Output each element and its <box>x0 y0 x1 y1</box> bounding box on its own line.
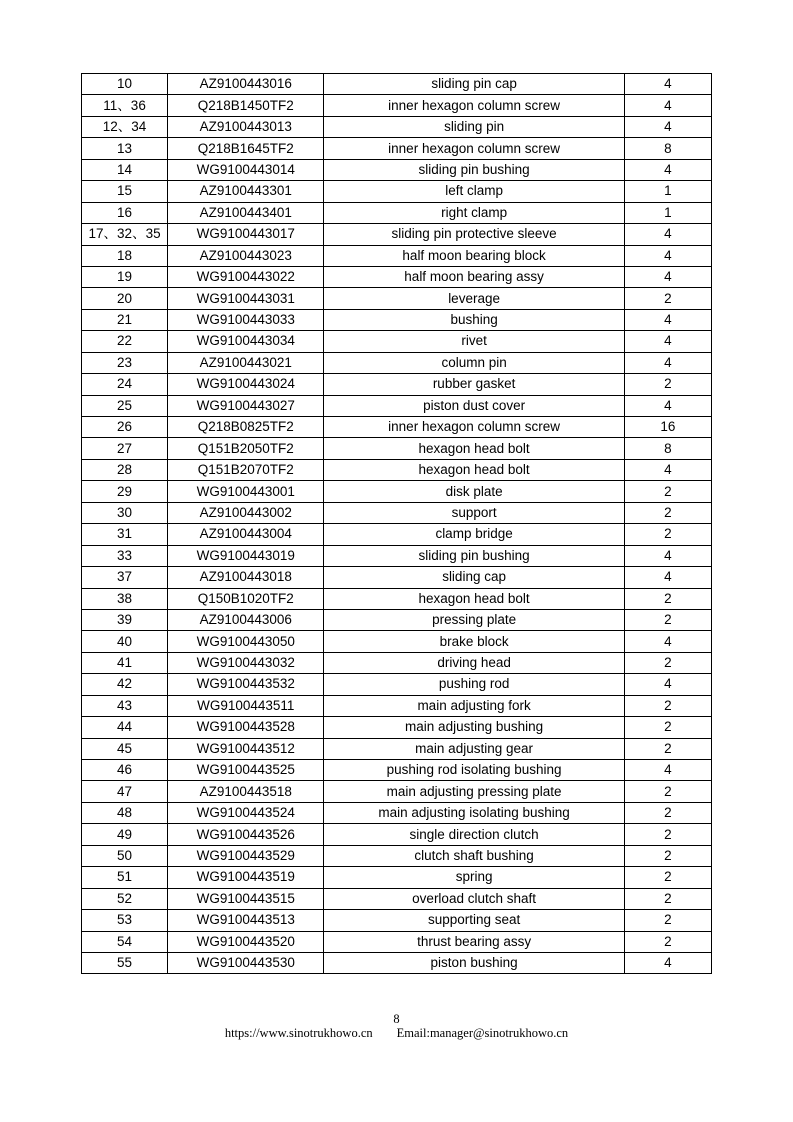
cell-quantity: 1 <box>624 181 711 202</box>
cell-part-name: rivet <box>324 331 624 352</box>
cell-quantity: 4 <box>624 266 711 287</box>
cell-item-no: 22 <box>82 331 168 352</box>
cell-item-no: 46 <box>82 760 168 781</box>
cell-part-name: half moon bearing assy <box>324 266 624 287</box>
cell-quantity: 2 <box>624 481 711 502</box>
cell-item-no: 55 <box>82 952 168 973</box>
cell-quantity: 4 <box>624 760 711 781</box>
cell-part-number: WG9100443528 <box>168 717 324 738</box>
table-row <box>82 845 712 866</box>
page-number: 8 <box>393 1012 400 1026</box>
cell-part-number: WG9100443519 <box>168 867 324 888</box>
cell-quantity: 4 <box>624 116 711 137</box>
cell-part-name: disk plate <box>324 481 624 502</box>
cell-quantity: 2 <box>624 781 711 802</box>
cell-quantity: 4 <box>624 159 711 180</box>
cell-quantity: 2 <box>624 867 711 888</box>
table-row <box>82 545 712 566</box>
cell-quantity: 2 <box>624 288 711 309</box>
cell-part-number: AZ9100443401 <box>168 202 324 223</box>
cell-quantity: 2 <box>624 824 711 845</box>
cell-part-number: AZ9100443023 <box>168 245 324 266</box>
table-row <box>82 459 712 480</box>
cell-part-number: Q218B1450TF2 <box>168 95 324 116</box>
table-row <box>82 931 712 952</box>
table-row <box>82 288 712 309</box>
cell-quantity: 2 <box>624 652 711 673</box>
cell-part-number: WG9100443524 <box>168 802 324 823</box>
cell-quantity: 2 <box>624 695 711 716</box>
cell-quantity: 8 <box>624 438 711 459</box>
cell-part-number: WG9100443032 <box>168 652 324 673</box>
cell-part-number: WG9100443512 <box>168 738 324 759</box>
cell-part-name: half moon bearing block <box>324 245 624 266</box>
cell-part-name: driving head <box>324 652 624 673</box>
cell-part-number: AZ9100443006 <box>168 609 324 630</box>
cell-item-no: 12、34 <box>82 116 168 137</box>
cell-item-no: 53 <box>82 910 168 931</box>
cell-part-name: pushing rod isolating bushing <box>324 760 624 781</box>
cell-quantity: 2 <box>624 524 711 545</box>
cell-part-name: hexagon head bolt <box>324 459 624 480</box>
cell-item-no: 54 <box>82 931 168 952</box>
cell-part-name: hexagon head bolt <box>324 438 624 459</box>
table-row <box>82 438 712 459</box>
footer-contact <box>0 1026 793 1041</box>
table-row <box>82 588 712 609</box>
cell-quantity: 1 <box>624 202 711 223</box>
cell-item-no: 49 <box>82 824 168 845</box>
cell-item-no: 19 <box>82 266 168 287</box>
cell-part-name: pressing plate <box>324 609 624 630</box>
table-row <box>82 567 712 588</box>
cell-part-number: WG9100443031 <box>168 288 324 309</box>
cell-item-no: 37 <box>82 567 168 588</box>
cell-part-number: WG9100443019 <box>168 545 324 566</box>
footer-website: https://www.sinotrukhowo.cn <box>224 1026 373 1040</box>
cell-part-number: WG9100443526 <box>168 824 324 845</box>
cell-part-number: WG9100443530 <box>168 952 324 973</box>
cell-item-no: 41 <box>82 652 168 673</box>
cell-item-no: 29 <box>82 481 168 502</box>
table-row <box>82 781 712 802</box>
cell-part-number: WG9100443022 <box>168 266 324 287</box>
table-row <box>82 609 712 630</box>
cell-part-number: WG9100443014 <box>168 159 324 180</box>
table-row <box>82 502 712 523</box>
cell-part-name: rubber gasket <box>324 374 624 395</box>
cell-quantity: 4 <box>624 674 711 695</box>
cell-part-number: WG9100443017 <box>168 224 324 245</box>
cell-part-name: sliding pin cap <box>324 74 624 95</box>
table-row <box>82 952 712 973</box>
cell-quantity: 2 <box>624 502 711 523</box>
table-row <box>82 524 712 545</box>
cell-part-name: clutch shaft bushing <box>324 845 624 866</box>
cell-part-number: WG9100443027 <box>168 395 324 416</box>
cell-part-name: single direction clutch <box>324 824 624 845</box>
cell-item-no: 31 <box>82 524 168 545</box>
cell-item-no: 18 <box>82 245 168 266</box>
cell-quantity: 8 <box>624 138 711 159</box>
cell-quantity: 2 <box>624 374 711 395</box>
table-row <box>82 95 712 116</box>
cell-quantity: 2 <box>624 802 711 823</box>
table-row <box>82 631 712 652</box>
parts-table <box>81 73 712 974</box>
cell-item-no: 30 <box>82 502 168 523</box>
cell-item-no: 27 <box>82 438 168 459</box>
table-row <box>82 481 712 502</box>
table-row <box>82 888 712 909</box>
cell-part-number: AZ9100443016 <box>168 74 324 95</box>
cell-quantity: 2 <box>624 717 711 738</box>
cell-part-name: main adjusting bushing <box>324 717 624 738</box>
cell-item-no: 23 <box>82 352 168 373</box>
cell-quantity: 2 <box>624 738 711 759</box>
cell-part-name: inner hexagon column screw <box>324 138 624 159</box>
cell-item-no: 28 <box>82 459 168 480</box>
cell-quantity: 4 <box>624 224 711 245</box>
cell-quantity: 4 <box>624 459 711 480</box>
table-row <box>82 331 712 352</box>
cell-item-no: 15 <box>82 181 168 202</box>
cell-part-number: WG9100443050 <box>168 631 324 652</box>
cell-part-name: right clamp <box>324 202 624 223</box>
cell-item-no: 11、36 <box>82 95 168 116</box>
cell-part-name: support <box>324 502 624 523</box>
cell-part-name: overload clutch shaft <box>324 888 624 909</box>
table-row <box>82 652 712 673</box>
table-row <box>82 802 712 823</box>
cell-quantity: 2 <box>624 609 711 630</box>
cell-part-name: inner hexagon column screw <box>324 95 624 116</box>
cell-item-no: 24 <box>82 374 168 395</box>
cell-part-number: WG9100443529 <box>168 845 324 866</box>
cell-quantity: 4 <box>624 74 711 95</box>
table-row <box>82 159 712 180</box>
cell-part-number: WG9100443532 <box>168 674 324 695</box>
cell-item-no: 50 <box>82 845 168 866</box>
cell-part-name: clamp bridge <box>324 524 624 545</box>
cell-item-no: 44 <box>82 717 168 738</box>
cell-part-number: Q218B0825TF2 <box>168 417 324 438</box>
cell-part-name: left clamp <box>324 181 624 202</box>
cell-part-name: piston bushing <box>324 952 624 973</box>
cell-part-number: WG9100443515 <box>168 888 324 909</box>
cell-item-no: 33 <box>82 545 168 566</box>
cell-part-number: AZ9100443002 <box>168 502 324 523</box>
parts-table-body <box>82 74 712 974</box>
table-row <box>82 138 712 159</box>
table-row <box>82 824 712 845</box>
cell-part-name: inner hexagon column screw <box>324 417 624 438</box>
cell-part-number: WG9100443513 <box>168 910 324 931</box>
cell-part-name: bushing <box>324 309 624 330</box>
cell-quantity: 4 <box>624 95 711 116</box>
cell-part-number: WG9100443520 <box>168 931 324 952</box>
cell-part-name: main adjusting gear <box>324 738 624 759</box>
table-row <box>82 74 712 95</box>
cell-part-name: brake block <box>324 631 624 652</box>
cell-part-name: pushing rod <box>324 674 624 695</box>
footer-email: Email:manager@sinotrukhowo.cn <box>396 1026 569 1040</box>
table-row <box>82 374 712 395</box>
cell-item-no: 47 <box>82 781 168 802</box>
table-row <box>82 738 712 759</box>
cell-part-name: sliding pin bushing <box>324 545 624 566</box>
cell-quantity: 2 <box>624 910 711 931</box>
cell-quantity: 4 <box>624 545 711 566</box>
cell-item-no: 20 <box>82 288 168 309</box>
table-row <box>82 867 712 888</box>
cell-part-number: AZ9100443018 <box>168 567 324 588</box>
cell-item-no: 39 <box>82 609 168 630</box>
table-row <box>82 181 712 202</box>
cell-quantity: 16 <box>624 417 711 438</box>
cell-part-number: Q151B2070TF2 <box>168 459 324 480</box>
cell-quantity: 4 <box>624 352 711 373</box>
cell-part-number: AZ9100443013 <box>168 116 324 137</box>
table-row <box>82 202 712 223</box>
cell-part-name: piston dust cover <box>324 395 624 416</box>
cell-part-name: supporting seat <box>324 910 624 931</box>
cell-part-number: AZ9100443518 <box>168 781 324 802</box>
cell-item-no: 25 <box>82 395 168 416</box>
cell-part-number: Q150B1020TF2 <box>168 588 324 609</box>
cell-item-no: 13 <box>82 138 168 159</box>
table-row <box>82 717 712 738</box>
table-row <box>82 245 712 266</box>
table-row <box>82 760 712 781</box>
cell-part-number: Q218B1645TF2 <box>168 138 324 159</box>
cell-quantity: 4 <box>624 309 711 330</box>
table-row <box>82 395 712 416</box>
table-row <box>82 266 712 287</box>
cell-quantity: 2 <box>624 888 711 909</box>
table-row <box>82 695 712 716</box>
cell-part-name: column pin <box>324 352 624 373</box>
cell-item-no: 17、32、35 <box>82 224 168 245</box>
cell-part-number: AZ9100443301 <box>168 181 324 202</box>
cell-part-number: Q151B2050TF2 <box>168 438 324 459</box>
cell-item-no: 16 <box>82 202 168 223</box>
cell-item-no: 51 <box>82 867 168 888</box>
cell-quantity: 4 <box>624 395 711 416</box>
cell-item-no: 45 <box>82 738 168 759</box>
table-row <box>82 674 712 695</box>
cell-part-name: sliding pin <box>324 116 624 137</box>
cell-quantity: 4 <box>624 631 711 652</box>
cell-part-number: WG9100443024 <box>168 374 324 395</box>
table-row <box>82 116 712 137</box>
table-row <box>82 309 712 330</box>
cell-part-number: AZ9100443021 <box>168 352 324 373</box>
cell-part-name: sliding cap <box>324 567 624 588</box>
cell-part-name: sliding pin protective sleeve <box>324 224 624 245</box>
cell-part-number: WG9100443525 <box>168 760 324 781</box>
table-row <box>82 417 712 438</box>
cell-part-number: AZ9100443004 <box>168 524 324 545</box>
cell-quantity: 2 <box>624 931 711 952</box>
cell-item-no: 40 <box>82 631 168 652</box>
cell-quantity: 4 <box>624 567 711 588</box>
table-row <box>82 910 712 931</box>
table-row <box>82 352 712 373</box>
cell-item-no: 38 <box>82 588 168 609</box>
cell-part-name: thrust bearing assy <box>324 931 624 952</box>
cell-part-name: main adjusting isolating bushing <box>324 802 624 823</box>
cell-part-name: hexagon head bolt <box>324 588 624 609</box>
cell-item-no: 14 <box>82 159 168 180</box>
cell-item-no: 48 <box>82 802 168 823</box>
cell-quantity: 2 <box>624 845 711 866</box>
cell-item-no: 21 <box>82 309 168 330</box>
cell-part-number: WG9100443033 <box>168 309 324 330</box>
cell-part-number: WG9100443001 <box>168 481 324 502</box>
cell-item-no: 52 <box>82 888 168 909</box>
cell-part-number: WG9100443511 <box>168 695 324 716</box>
cell-quantity: 2 <box>624 588 711 609</box>
table-row <box>82 224 712 245</box>
cell-part-name: main adjusting pressing plate <box>324 781 624 802</box>
cell-item-no: 10 <box>82 74 168 95</box>
cell-part-name: spring <box>324 867 624 888</box>
cell-quantity: 4 <box>624 952 711 973</box>
cell-item-no: 43 <box>82 695 168 716</box>
cell-item-no: 42 <box>82 674 168 695</box>
cell-part-number: WG9100443034 <box>168 331 324 352</box>
cell-quantity: 4 <box>624 331 711 352</box>
cell-part-name: main adjusting fork <box>324 695 624 716</box>
cell-quantity: 4 <box>624 245 711 266</box>
cell-item-no: 26 <box>82 417 168 438</box>
cell-part-name: leverage <box>324 288 624 309</box>
cell-part-name: sliding pin bushing <box>324 159 624 180</box>
